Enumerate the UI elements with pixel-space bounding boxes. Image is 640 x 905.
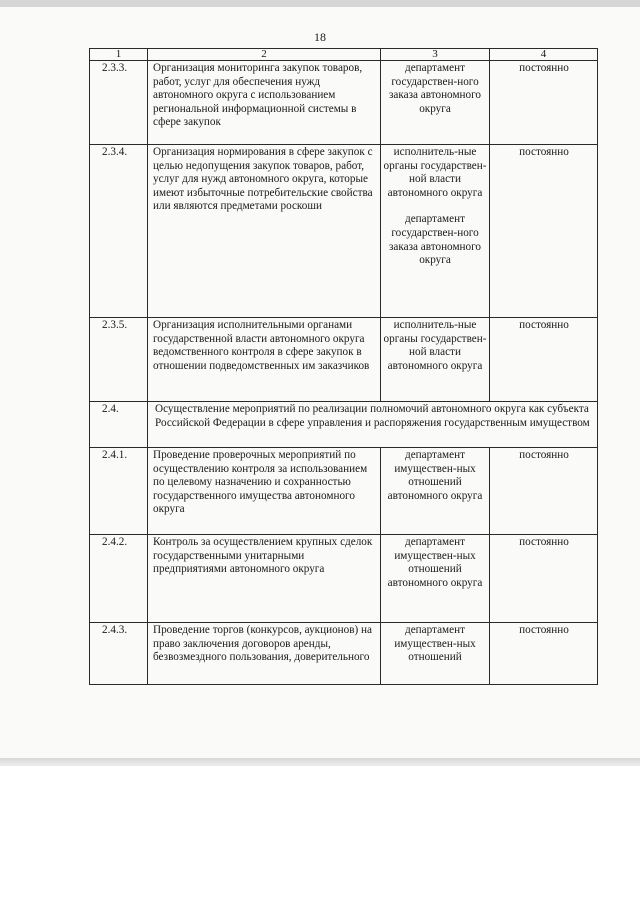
- executor-text: исполнитель-ные органы государствен-ной власти автономного округа: [383, 146, 487, 199]
- executor-text: департамент государствен-ного заказа автономного округа: [388, 62, 482, 115]
- row-number: 2.3.5.: [90, 318, 148, 402]
- row-number: 2.4.3.: [90, 623, 148, 685]
- header-cell: 2: [148, 49, 381, 61]
- table-row: [90, 623, 598, 685]
- table-header-row: [90, 49, 598, 61]
- measures-table: [89, 48, 598, 685]
- executor-spacer: [383, 200, 487, 213]
- row-executor: [381, 61, 490, 145]
- scan-top-edge: [0, 0, 640, 7]
- scan-bottom-edge: [0, 758, 640, 766]
- executor-text: департамент государствен-ного заказа автономного округа: [388, 213, 482, 267]
- row-activity: Организация нормирования в сфере закупок с целью недопущения закупок товаров, работ, услуг для нужд автономного округа, которые имеют избыточные потребительские свойства или являются предметами роскоши: [148, 145, 381, 318]
- row-executor: [381, 623, 490, 685]
- section-title: Осуществление мероприятий по реализации полномочий автономного округа как субъекта Российской Федерации в сфере управления и распоряжения государственным имуществом: [148, 402, 598, 448]
- row-executor: [381, 535, 490, 623]
- table-row: [90, 535, 598, 623]
- table-row: [90, 145, 598, 318]
- header-cell: 4: [490, 49, 598, 61]
- row-number: 2.3.4.: [90, 145, 148, 318]
- header-cell: 1: [90, 49, 148, 61]
- row-term: постоянно: [490, 448, 598, 535]
- table-row: [90, 448, 598, 535]
- table-row: [90, 318, 598, 402]
- table-row: [90, 61, 598, 145]
- row-number: 2.4.2.: [90, 535, 148, 623]
- header-cell: 3: [381, 49, 490, 61]
- section-row: [90, 402, 598, 448]
- row-activity: Контроль за осуществлением крупных сделок государственными унитарными предприятиями автономного округа: [148, 535, 381, 623]
- row-executor: [381, 318, 490, 402]
- row-term: постоянно: [490, 318, 598, 402]
- row-activity: Организация исполнительными органами государственной власти автономного округа ведомственного контроля в сфере закупок в отношении подведомственных им заказчиков: [148, 318, 381, 402]
- row-term: постоянно: [490, 623, 598, 685]
- row-term: постоянно: [490, 61, 598, 145]
- row-term: постоянно: [490, 145, 598, 318]
- executor-text: департамент имуществен-ных отношений автономного округа: [387, 449, 483, 502]
- row-executor: [381, 145, 490, 318]
- page-number: 18: [314, 30, 326, 44]
- row-number: 2.3.3.: [90, 61, 148, 145]
- row-term: постоянно: [490, 535, 598, 623]
- row-activity: Организация мониторинга закупок товаров, работ, услуг для обеспечения нужд автономного округа с использованием региональной информационной системы в сфере закупок: [148, 61, 381, 145]
- row-activity: Проведение проверочных мероприятий по осуществлению контроля за использованием по целевому назначению и сохранностью государственного имущества автономного округа: [148, 448, 381, 535]
- executor-text: департамент имуществен-ных отношений: [394, 624, 476, 664]
- row-number: 2.4.1.: [90, 448, 148, 535]
- executor-text: департамент имуществен-ных отношений автономного округа: [387, 536, 483, 589]
- executor-text: исполнитель-ные органы государствен-ной власти автономного округа: [383, 319, 487, 372]
- section-number: 2.4.: [90, 402, 148, 448]
- row-executor: [381, 448, 490, 535]
- row-activity: Проведение торгов (конкурсов, аукционов) на право заключения договоров аренды, безвозмездного пользования, доверительного: [148, 623, 381, 685]
